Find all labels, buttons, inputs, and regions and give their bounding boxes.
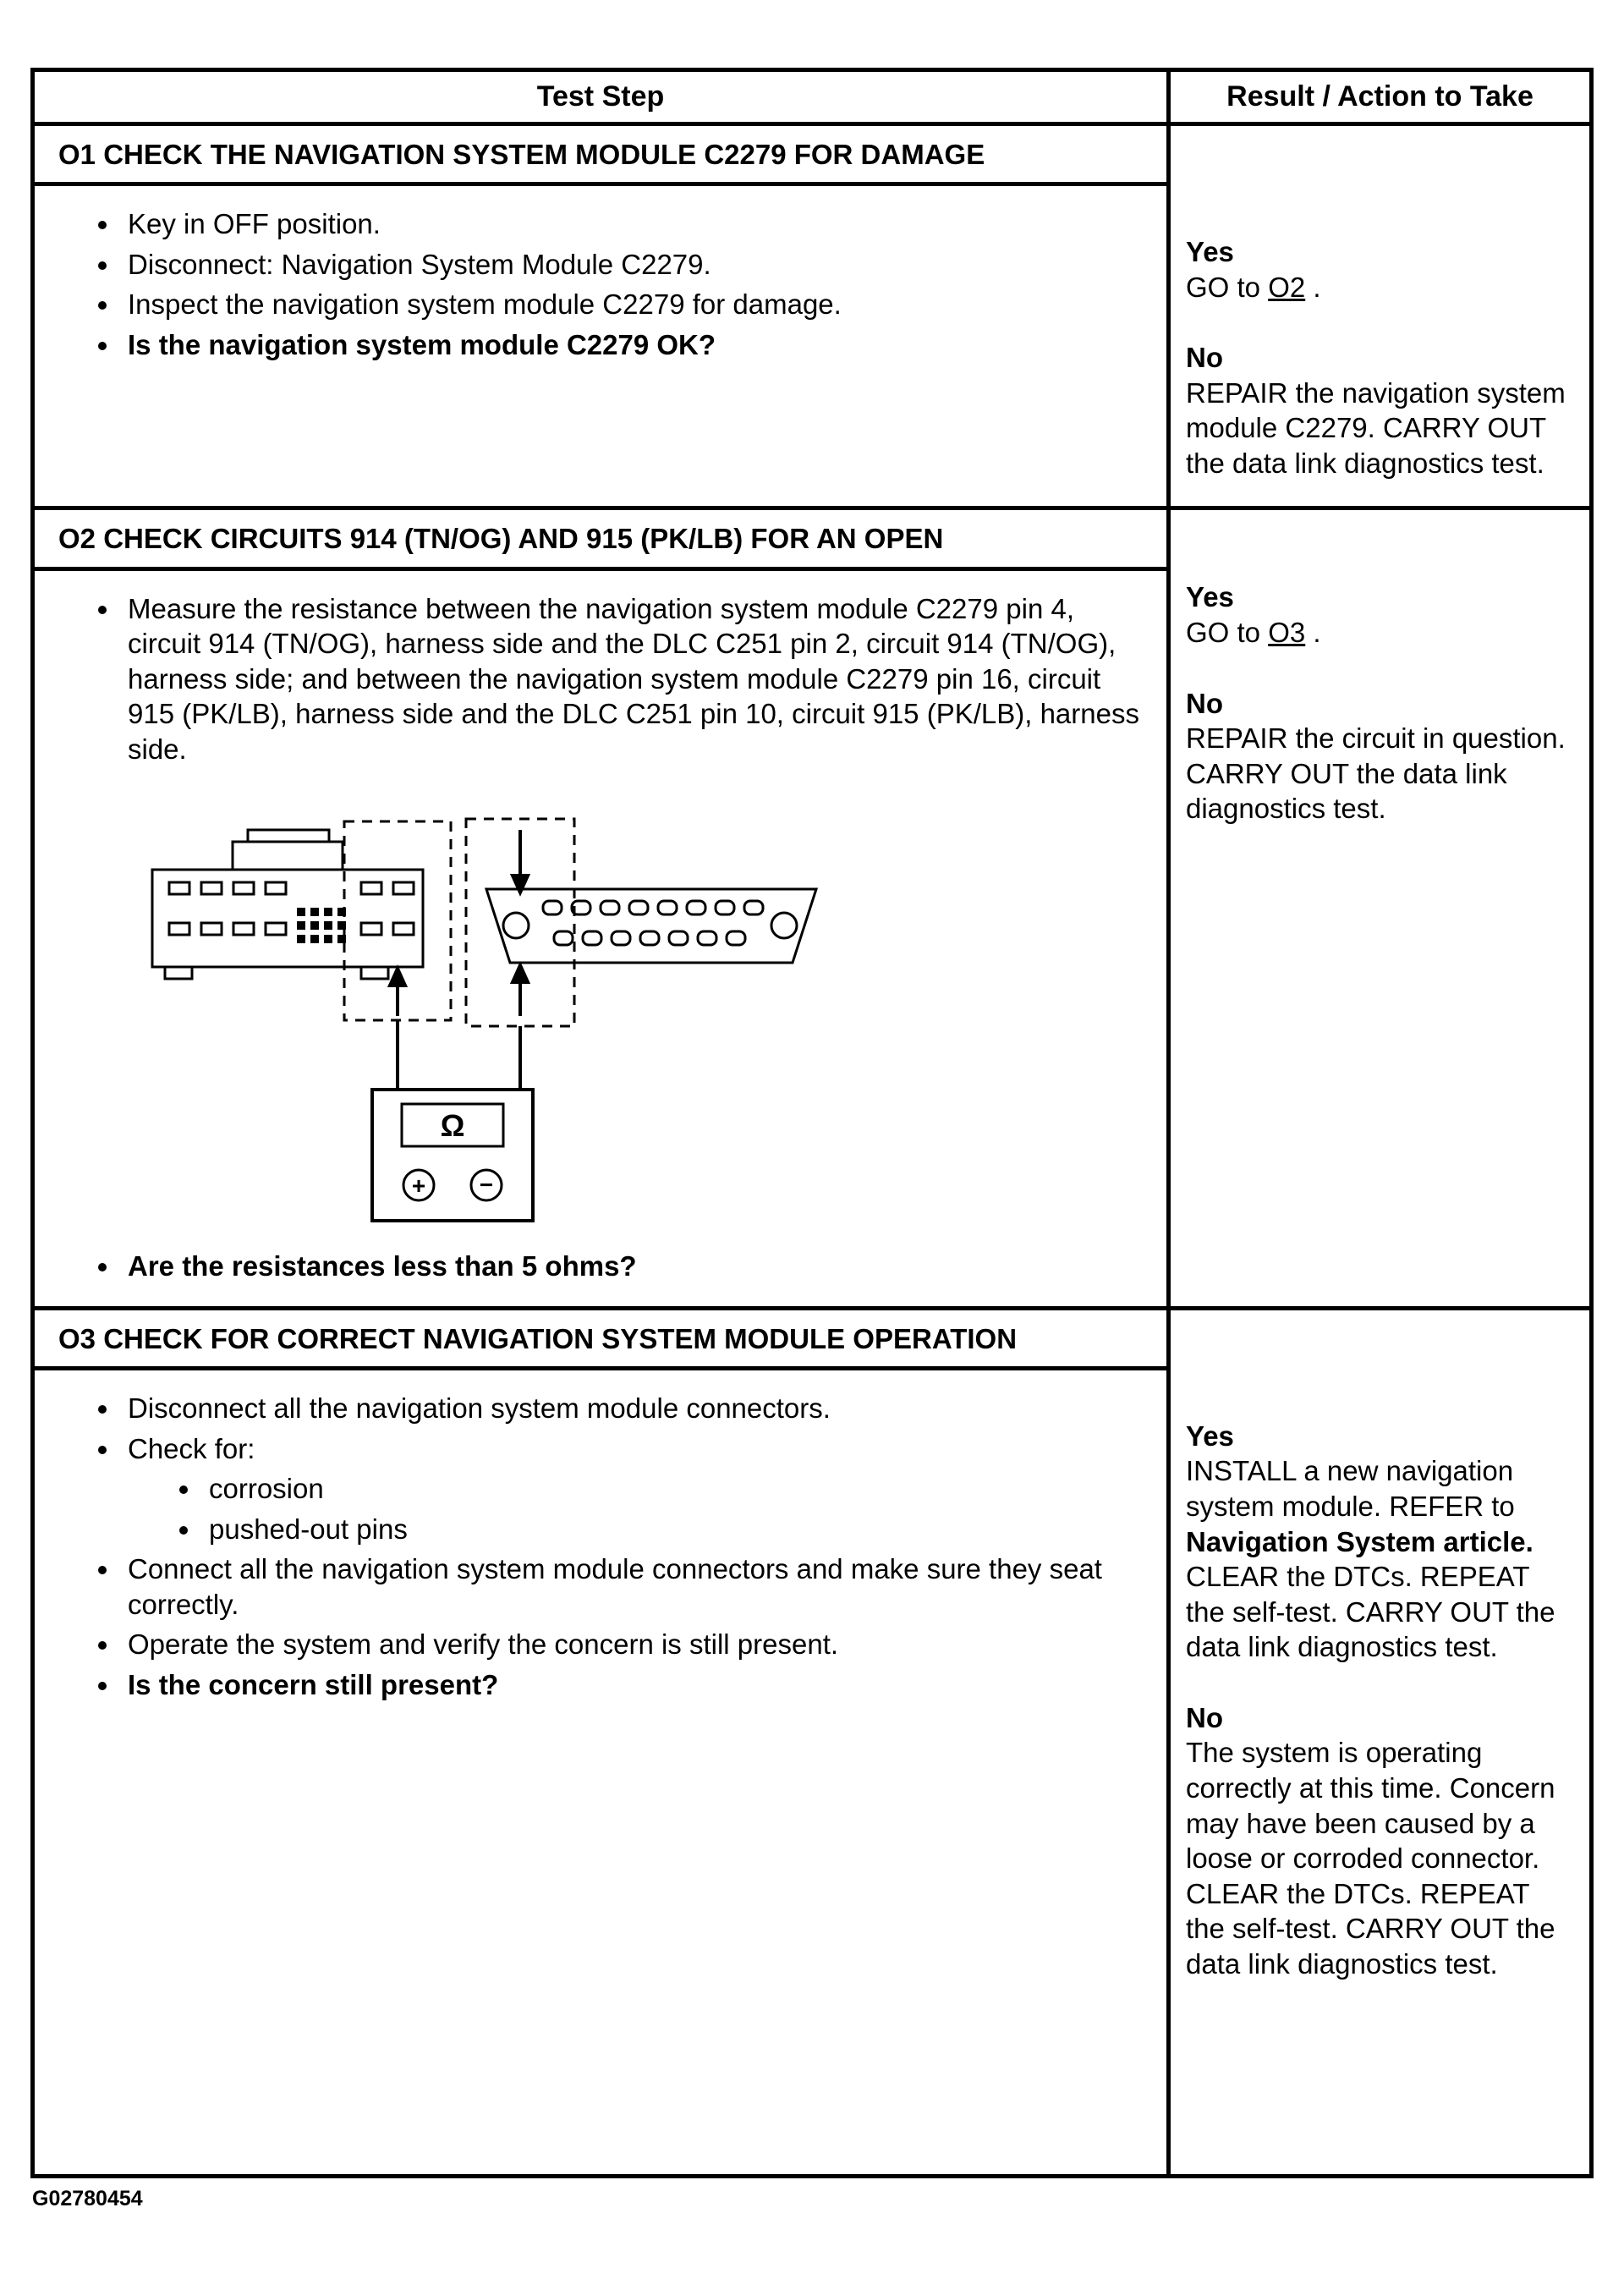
question-item: • Is the concern still present? [121, 1667, 1146, 1703]
check-for-sublist [128, 1471, 1146, 1546]
result-inner-O1 [1171, 126, 1589, 506]
no-label: No [1186, 1701, 1223, 1733]
step-title-O3: O3 CHECK FOR CORRECT NAVIGATION SYSTEM MODULE OPERATION [35, 1310, 1166, 1370]
result-inner-O3 [1171, 1310, 1589, 2007]
yes-label: Yes [1186, 1420, 1234, 1452]
module-connector-outline [152, 830, 423, 979]
no-action: The system is operating correctly at this time. Concern may have been caused by a loose or corroded connector. CLEAR the DTCs. REPEAT the self-test. CARRY OUT the data link diagnostics test. [1186, 1737, 1555, 1980]
table-header-row [33, 70, 1592, 124]
plus-terminal: + [411, 1172, 426, 1199]
circuit-test-diagram [131, 789, 1146, 1238]
check-for-label: Check for: [128, 1432, 255, 1464]
bullet-item [121, 1431, 1146, 1547]
bullet-item: • Disconnect all the navigation system module connectors. [121, 1391, 1146, 1426]
question-item: • Are the resistances less than 5 ohms? [121, 1249, 1146, 1284]
yes-action [1186, 1453, 1574, 1664]
step-content-O2 [35, 571, 1166, 1306]
test-step-cell-O3 [33, 1308, 1169, 2176]
pin-cluster [297, 908, 346, 943]
no-label: No [1186, 687, 1223, 719]
connector-and-ohmmeter-drawing [131, 789, 842, 1229]
yes-action-prefix: GO to [1186, 271, 1261, 303]
yes-action [1186, 270, 1574, 305]
o3-bullet-list [55, 1391, 1146, 1703]
bullet-item: • Connect all the navigation system module connectors and make sure they seat correctly. [121, 1551, 1146, 1622]
bullet-item: • Disconnect: Navigation System Module C2279. [121, 247, 1146, 283]
ohmmeter [372, 1090, 533, 1221]
bullet-item: • Operate the system and verify the concern is still present. [121, 1627, 1146, 1662]
spacer [1186, 305, 1574, 340]
yes-action [1186, 615, 1574, 651]
column-header-test-step: Test Step [33, 70, 1169, 124]
result-inner-O2 [1171, 510, 1589, 851]
yes-action-suffix: . [1305, 271, 1321, 303]
go-to-O2-link[interactable]: O2 [1268, 271, 1306, 303]
result-cell-O3 [1169, 1308, 1592, 2176]
meter-leads [398, 1020, 520, 1090]
no-action: REPAIR the circuit in question. CARRY OUT the data link diagnostics test. [1186, 722, 1566, 825]
test-step-row-O2 [33, 508, 1592, 1308]
o2-bullet-list [55, 591, 1146, 767]
no-label: No [1186, 342, 1223, 374]
o1-bullet-list [55, 206, 1146, 362]
result-cell-O2 [1169, 508, 1592, 1308]
step-content-O3 [35, 1370, 1166, 2174]
step-content-O1 [35, 186, 1166, 499]
sub-bullet-item: • pushed-out pins [202, 1512, 1146, 1547]
dlc-connector-outline [486, 889, 816, 963]
minus-terminal: − [479, 1171, 494, 1198]
bullet-item: • Key in OFF position. [121, 206, 1146, 242]
column-header-result-action: Result / Action to Take [1169, 70, 1592, 124]
yes-label: Yes [1186, 581, 1234, 613]
go-to-O3-link[interactable]: O3 [1268, 617, 1306, 649]
test-step-row-O1 [33, 124, 1592, 508]
result-cell-O1 [1169, 124, 1592, 508]
figure-id: G02780454 [32, 2187, 143, 2211]
question-item: • Is the navigation system module C2279 OK? [121, 327, 1146, 363]
yes-label: Yes [1186, 236, 1234, 267]
test-step-cell-O2 [33, 508, 1169, 1308]
yes-action-prefix: GO to [1186, 617, 1261, 649]
spacer [1186, 651, 1574, 686]
no-action: REPAIR the navigation system module C2279. CARRY OUT the data link diagnostics test. [1186, 376, 1566, 479]
o2-question-list [55, 1249, 1146, 1284]
pinpoint-test-table [30, 68, 1594, 2178]
yes-action-text-2: CLEAR the DTCs. REPEAT the self-test. CARRY OUT the data link diagnostics test. [1186, 1561, 1555, 1663]
navigation-system-article-link[interactable]: Navigation System article. [1186, 1525, 1533, 1557]
bullet-item: • Measure the resistance between the navigation system module C2279 pin 4, circuit 914 (TN/OG), harness side and the DLC C251 pin 2, circuit 914 (TN/OG), harness side; and between the navigation system module C2279 pin 16, circuit 915 (PK/LB), harness side and the DLC C251 pin 10, circuit 915 (PK/LB), harness side. [121, 591, 1146, 767]
test-step-cell-O1 [33, 124, 1169, 508]
yes-action-suffix: . [1305, 617, 1321, 649]
bullet-item: • Inspect the navigation system module C2279 for damage. [121, 287, 1146, 322]
sub-bullet-item: • corrosion [202, 1471, 1146, 1507]
spacer [1186, 1665, 1574, 1700]
ohm-symbol: Ω [440, 1107, 465, 1143]
step-title-O1: O1 CHECK THE NAVIGATION SYSTEM MODULE C2279 FOR DAMAGE [35, 126, 1166, 186]
step-title-O2: O2 CHECK CIRCUITS 914 (TN/OG) AND 915 (PK/LB) FOR AN OPEN [35, 510, 1166, 570]
test-step-row-O3 [33, 1308, 1592, 2176]
yes-action-text: INSTALL a new navigation system module. REFER to [1186, 1455, 1515, 1522]
